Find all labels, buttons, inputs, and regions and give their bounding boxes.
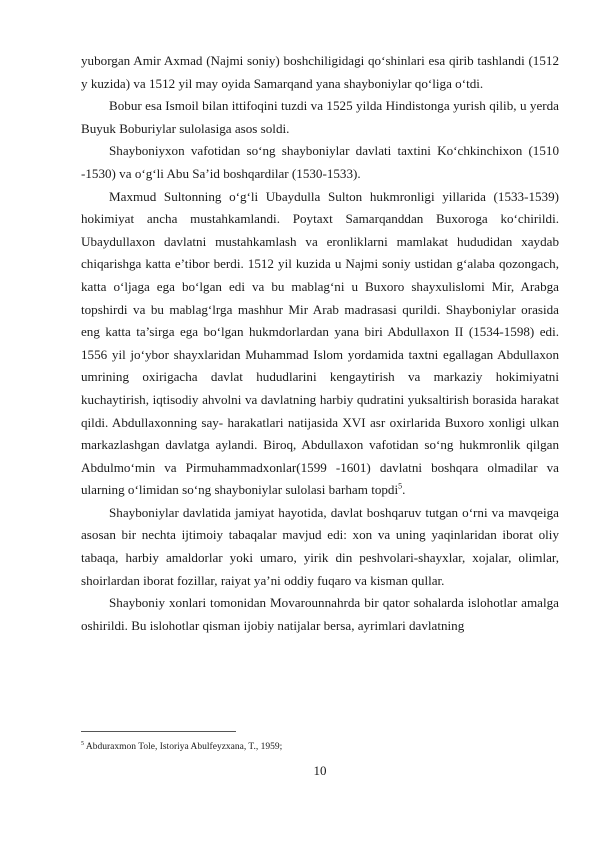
footnote-reference[interactable]: 5 (398, 481, 403, 491)
paragraph-1: yuborgan Amir Axmad (Najmi soniy) boshchiligidagi qo‘shinlari esa qirib tashlandi (1512 y kuzida) va 1512 yil may oyida Samarqand yana shayboniylar qo‘liga o‘tdi. (81, 53, 559, 91)
paragraph-3: Shayboniyxon vafotidan so‘ng shayboniylar davlati taxtini Ko‘chkinchixon (1510 -1530) va o‘g‘li Abu Sa’id boshqardilar (1530-1533). (81, 143, 559, 181)
footnote-text: Abduraxmon Tole, Istoriya Abulfeyzxana, T., 1959; (85, 742, 283, 752)
footnote (81, 741, 559, 753)
footnote-number: 5 (81, 740, 84, 747)
paragraph-4-text: Maxmud Sultonning o‘g‘li Ubaydulla Sulton hukmronligi yillarida (1533-1539) hokimiyat ancha mustahkamlandi. Poytaxt Samarqanddan Buxoroga ko‘chirildi. Ubaydullaxon davlatni mustahkamlash va eronliklarni mamlakat hududidan xaydab chiqarishga katta e’tibor berdi. 1512 yil kuzida u Najmi soniy ustidan g‘alaba qozongach, katta o‘ljaga ega bo‘lgan edi va bu mablag‘ni u Buxoro shayxulislomi Mir, Arabga topshirdi va bu mablag‘lrga mashhur Mir Arab madrasasi qurildi. Shayboniylar orasida eng katta ta’sirga ega bo‘lgan hukmdorlardan yana biri Abdullaxon II (1534-1598) edi. 1556 yil jo‘ybor shayxlaridan Muhammad Islom yordamida taxtni egallagan Abdullaxon umrining oxirigacha davlat hududlarini kengaytirish va markaziy hokimiyatni kuchaytirish, iqtisodiy ahvolni va davlatning harbiy qudratini yuksaltirish borasida harakat qildi. Abdullaxonning say- harakatlari natijasida XVI asr oxirlarida Buxoro xonligi ulkan markazlashgan davlatga aylandi. Biroq, Abdullaxon vafotidan so‘ng hukmronlik qilgan Abdulmo‘min va Pirmuhammadxonlar(1599 -1601) davlatni boshqara olmadilar va ularning o‘limidan so‘ng shayboniylar sulolasi barham topdi (81, 188, 559, 498)
body-text (81, 50, 559, 637)
paragraph-2: Bobur esa Ismoil bilan ittifoqini tuzdi va 1525 yilda Hindistonga yurish qilib, u yerda Buyuk Boburiylar sulolasiga asos soldi. (81, 98, 559, 136)
footnote-separator (81, 731, 236, 732)
paragraph-5: Shayboniylar davlatida jamiyat hayotida, davlat boshqaruv tutgan o‘rni va mavqeiga asosan bir nechta ijtimoiy tabaqalar mavjud edi: xon va uning yaqinlaridan iborat oliy tabaqa, harbiy amaldorlar yoki umaro, yirik din peshvolari-shayxlar, xojalar, olimlar, shoirlardan iborat fozillar, raiyat ya’ni oddiy fuqaro va kisman qullar. (81, 504, 559, 588)
paragraph-4: Maxmud Sultonning o‘g‘li Ubaydulla Sulton hukmronligi yillarida (1533-1539) hokimiyat ancha mustahkamlandi. Poytaxt Samarqanddan Buxoroga ko‘chirildi. Ubaydullaxon davlatni mustahkamlash va eronliklarni mamlakat hududidan xaydab chiqarishga katta e’tibor berdi. 1512 yil kuzida u Najmi soniy ustidan g‘alaba qozongach, katta o‘ljaga ega bo‘lgan edi va bu mablag‘ni u Buxoro shayxulislomi Mir, Arabga topshirdi va bu mablag‘lrga mashhur Mir Arab madrasasi qurildi. Shayboniylar orasida eng katta ta’sirga ega bo‘lgan hukmdorlardan yana biri Abdullaxon II (1534-1598) edi. 1556 yil jo‘ybor shayxlaridan Muhammad Islom yordamida taxtni egallagan Abdullaxon umrining oxirigacha davlat hududlarini kengaytirish va markaziy hokimiyatni kuchaytirish, iqtisodiy ahvolni va davlatning harbiy qudratini yuksaltirish borasida harakat qildi. Abdullaxonning say- harakatlari natijasida XVI asr oxirlarida Buxoro xonligi ulkan markazlashgan davlatga aylandi. Biroq, Abdullaxon vafotidan so‘ng hukmronlik qilgan Abdulmo‘min va Pirmuhammadxonlar(1599 -1601) davlatni boshqara olmadilar va ularning o‘limidan so‘ng shayboniylar sulolasi barham topdi$^5$. (81, 188, 559, 498)
page-number: 10 (313, 763, 327, 778)
paragraph-6: Shayboniy xonlari tomonidan Movarounnahrda bir qator sohalarda islohotlar amalga oshirildi. Bu islohotlar qisman ijobiy natijalar bersa, ayrimlari davlatning (81, 595, 559, 633)
